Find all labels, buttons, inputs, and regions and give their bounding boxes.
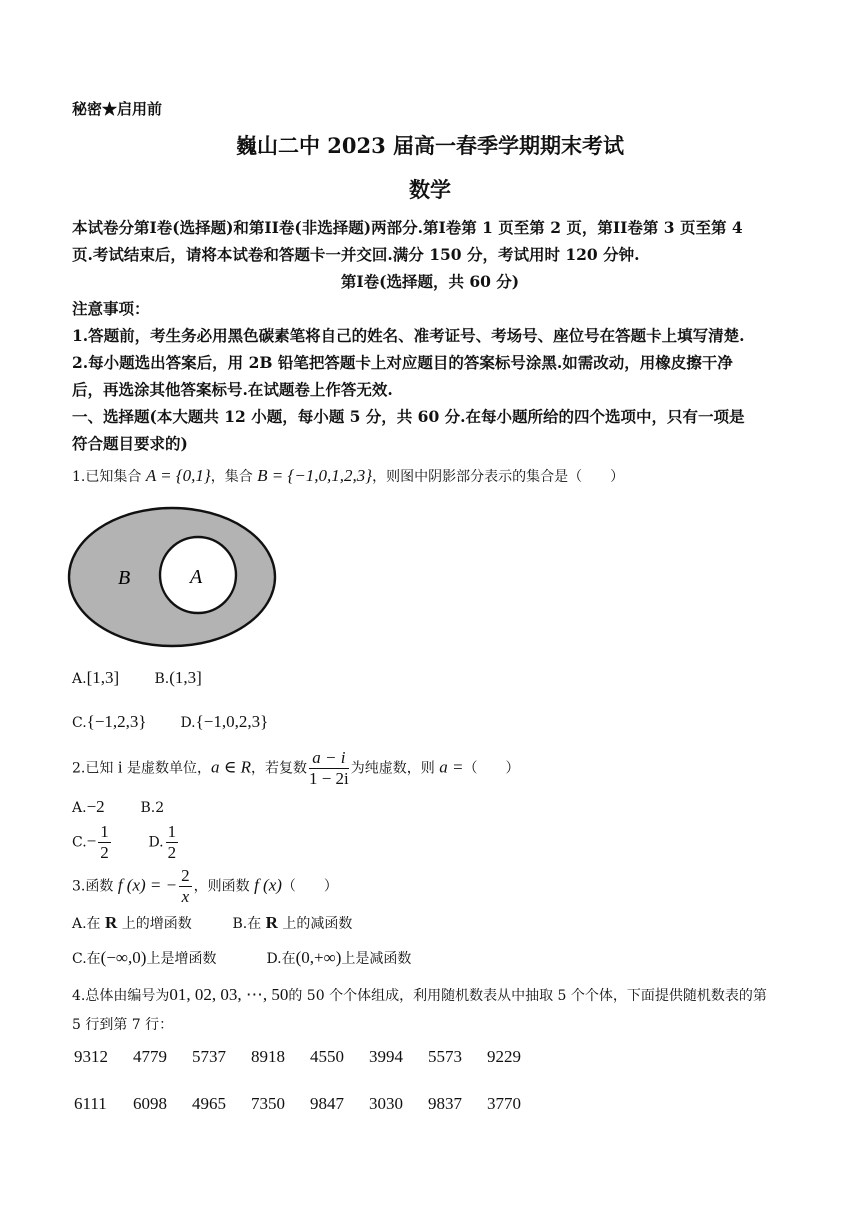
q1-option-d-label: D. [180, 715, 196, 731]
q2-option-c-denominator: 2 [100, 843, 109, 862]
q3-option-c-pre: C.在 [72, 951, 101, 967]
q2-option-b[interactable]: B.2 [140, 800, 165, 816]
question-3-options-cd [72, 948, 411, 968]
q2-fraction [309, 748, 349, 789]
q1-option-b[interactable] [154, 668, 201, 688]
q1-option-d-value: {−1,0,2,3} [195, 712, 269, 731]
q1-option-a-label: A. [72, 671, 87, 687]
random-number: 8918 [251, 1047, 285, 1066]
q3-option-a-set: R [105, 913, 118, 932]
q2-imag-unit: i [117, 757, 123, 777]
q3-function-ref: f (x) [254, 875, 282, 895]
q3-option-b-pre: B.在 [232, 916, 266, 932]
q1-text-2: ，集合 [210, 469, 258, 485]
q4-text-1: 4.总体由编号为 [72, 988, 170, 1004]
q1-text-3: ，则图中阴影部分表示的集合是（ ） [372, 469, 625, 485]
q2-text-4: 为纯虚数，则 [350, 760, 440, 777]
q2-a-in-r: a ∈ R [211, 757, 251, 777]
q4-text-2: 的 50 个个体组成，利用随机数表从中抽取 5 个个体，下面提供随机数表的第 [288, 988, 767, 1004]
q1-set-b: B = {−1,0,1,2,3} [257, 466, 373, 485]
q3-text-2: ，则函数 [193, 878, 255, 895]
q2-option-d-denominator: 2 [167, 843, 177, 862]
venn-label-a: A [190, 566, 203, 588]
q3-option-d-pre: D.在 [266, 951, 296, 967]
q2-text-1: 2.已知 [72, 760, 118, 777]
random-table-row-2 [74, 1094, 546, 1114]
random-number: 9229 [487, 1047, 521, 1066]
q2-option-a[interactable] [72, 797, 136, 817]
q3-text-1: 3.函数 [72, 878, 118, 895]
random-number: 4965 [192, 1094, 226, 1113]
q1-option-b-value: (1,3] [169, 668, 202, 687]
exam-title: 巍山二中 2023 届高一春季学期期末考试 [235, 133, 625, 158]
q1-set-a: A = {0,1} [145, 466, 211, 485]
venn-label-b: B [118, 567, 131, 589]
q1-text-1: 1.已知集合 [72, 469, 146, 485]
random-number: 3770 [487, 1094, 521, 1113]
q1-option-a[interactable] [72, 668, 150, 688]
confidential-mark: 秘密★启用前 [72, 100, 163, 118]
q1-option-d[interactable] [180, 712, 268, 732]
q2-option-a-value: −2 [86, 797, 105, 816]
random-number: 4550 [310, 1047, 344, 1066]
q3-option-c[interactable] [72, 948, 262, 968]
random-number: 5573 [428, 1047, 462, 1066]
q3-option-b-post: 上的减函数 [277, 916, 353, 932]
q2-option-d-label: D. [148, 834, 164, 851]
q2-a-equals: a = [439, 757, 464, 777]
q3-option-d-interval: (0,+∞) [295, 948, 342, 967]
note-1: 1.答题前，考生务必用黑色碳素笔将自己的姓名、准考证号、考场号、座位号在答题卡上填写清楚. [72, 326, 745, 345]
q3-option-c-interval: (−∞,0) [100, 948, 147, 967]
q1-option-c-label: C. [72, 715, 87, 731]
q2-option-d[interactable] [148, 822, 180, 863]
question-2-stem [72, 748, 519, 789]
random-number: 4779 [133, 1047, 167, 1066]
random-table-row-1 [74, 1047, 546, 1067]
part1-heading-1: 一、选择题(本大题共 12 小题，每小题 5 分，共 60 分.在每小题所给的四个选项中，只有一项是 [72, 407, 745, 426]
q3-option-d-post: 上是减函数 [341, 951, 412, 967]
q3-function: f (x) = − [117, 875, 178, 895]
note-2a: 2.每小题选出答案后，用 2B 铅笔把答题卡上对应题目的答案标号涂黑.如需改动，用橡皮擦干净 [72, 353, 733, 372]
intro-line-2: 页.考试结束后，请将本试卷和答题卡一并交回.满分 150 分，考试用时 120 分钟. [72, 245, 640, 264]
q2-option-d-numerator: 1 [167, 822, 177, 841]
question-3-stem [72, 866, 338, 907]
q2-text-5: （ ） [463, 760, 520, 777]
question-2-options-cd [72, 822, 180, 863]
part1-heading-2: 符合题目要求的) [72, 434, 188, 453]
random-number: 9847 [310, 1094, 344, 1113]
q3-option-a-pre: A.在 [72, 916, 106, 932]
q2-option-c-fraction [98, 822, 111, 863]
notes-label: 注意事项： [72, 299, 150, 318]
q3-fraction-numerator: 2 [181, 866, 190, 885]
q3-option-b-set: R [265, 913, 278, 932]
q3-fraction-denominator: x [181, 887, 190, 906]
random-number: 5737 [192, 1047, 226, 1066]
q1-option-a-value: [1,3] [86, 668, 120, 687]
question-3-options-ab [72, 913, 352, 933]
q2-option-c[interactable] [72, 822, 144, 863]
random-number: 6098 [133, 1094, 167, 1113]
random-number: 6111 [74, 1094, 107, 1113]
random-number: 7350 [251, 1094, 285, 1113]
question-1-stem [72, 466, 624, 486]
q2-option-c-sign: − [86, 831, 97, 851]
q2-fraction-denominator: 1 − 2i [308, 769, 349, 788]
subject-title: 数学 [409, 177, 451, 202]
random-number: 9837 [428, 1094, 462, 1113]
q3-option-b[interactable] [232, 913, 352, 933]
question-4-stem-2: 5 行到第 7 行： [72, 1017, 174, 1033]
q2-option-c-numerator: 1 [100, 822, 109, 841]
question-1-options-ab [72, 668, 202, 688]
section-title: 第I卷(选择题，共 60 分) [340, 272, 520, 291]
note-2b: 后，再选涂其他答案标号.在试题卷上作答无效. [72, 380, 393, 399]
q2-fraction-numerator: a − i [309, 748, 349, 769]
q3-fraction [179, 866, 192, 907]
q2-text-2: 是虚数单位， [122, 760, 211, 777]
intro-line-1: 本试卷分第I卷(选择题)和第II卷(非选择题)两部分.第I卷第 1 页至第 2 页，第II卷第 3 页至第 4 [72, 218, 743, 237]
q1-option-c[interactable] [72, 712, 176, 732]
question-4-stem-1 [72, 985, 767, 1005]
question-2-options-ab [72, 797, 164, 817]
q2-option-d-fraction [166, 822, 179, 863]
q4-sequence: 01, 02, 03, ⋯, 50 [169, 985, 289, 1004]
q2-option-a-label: A. [72, 800, 87, 816]
random-number: 3030 [369, 1094, 403, 1113]
q3-text-3: （ ） [281, 878, 338, 895]
venn-diagram [66, 504, 278, 650]
q3-option-c-post: 上是增函数 [146, 951, 217, 967]
q3-option-d[interactable] [266, 948, 411, 968]
q3-option-a[interactable] [72, 913, 228, 933]
q3-option-a-post: 上的增函数 [117, 916, 192, 932]
random-number: 9312 [74, 1047, 108, 1066]
q2-text-3: ，若复数 [250, 760, 307, 777]
q1-option-b-label: B. [154, 671, 170, 687]
question-1-options-cd [72, 712, 268, 732]
q2-option-c-label: C. [72, 834, 87, 851]
q1-option-c-value: {−1,2,3} [86, 712, 147, 731]
random-number: 3994 [369, 1047, 403, 1066]
